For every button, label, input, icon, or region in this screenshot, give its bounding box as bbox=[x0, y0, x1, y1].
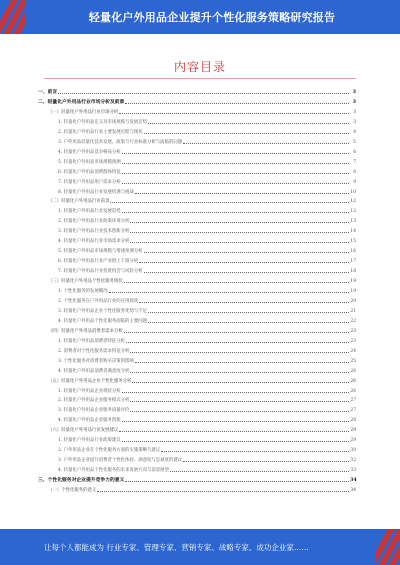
toc-entry-title: （五）轻量化户外用品企业个性化服务分析 bbox=[48, 378, 132, 384]
toc-entry-title: 7. 轻量化户外用品行业投资机会与风险分析 bbox=[58, 269, 143, 275]
toc-entry[interactable] bbox=[58, 305, 356, 314]
toc-title: 内容目录 bbox=[173, 60, 226, 74]
toc-dot-leader bbox=[119, 431, 349, 432]
toc-entry[interactable] bbox=[58, 255, 356, 264]
toc-page-number: 20 bbox=[350, 298, 356, 304]
toc-page-number: 24 bbox=[350, 348, 356, 354]
toc-entry-title: 3. 户外用品企业提升消费者个性化体验、满意度与忠诚度的建议 bbox=[58, 458, 183, 464]
toc-page-number: 16 bbox=[350, 249, 356, 255]
toc-page-number: 13 bbox=[350, 219, 356, 225]
toc-entry[interactable] bbox=[38, 96, 356, 105]
toc-dot-leader bbox=[148, 123, 349, 124]
toc-entry-title: 4. 轻量化户外用品行业市场需求分析 bbox=[58, 239, 130, 245]
toc-entry[interactable] bbox=[58, 265, 356, 274]
toc-page-number: 26 bbox=[350, 368, 356, 374]
toc-entry-title: 4. 轻量化户外用品个性化服务面临的主要问题 bbox=[58, 318, 148, 324]
toc-entry-title: 6. 轻量化户外用品行业产业链上下游分析 bbox=[58, 259, 139, 265]
footer-decoration-stripes bbox=[376, 529, 400, 565]
toc-page-number: 21 bbox=[350, 308, 356, 314]
toc-entry-title: 3. 轻量化户外用品行业技术创新分析 bbox=[58, 229, 130, 235]
toc-entry-title: （二）轻量化户外用品行业前景 bbox=[48, 199, 110, 205]
toc-entry-title: 2. 轻量化户外用品行业主要发展历程与现状 bbox=[58, 129, 143, 135]
toc-dot-leader bbox=[139, 302, 349, 303]
toc-page-number: 23 bbox=[350, 328, 356, 334]
toc-dot-leader bbox=[125, 481, 349, 482]
toc-dot-leader bbox=[122, 163, 349, 164]
toc-page-number: 29 bbox=[350, 438, 356, 444]
toc-dot-leader bbox=[109, 292, 350, 293]
toc-dot-leader bbox=[126, 342, 349, 343]
toc-dot-leader bbox=[97, 491, 349, 492]
toc-dot-leader bbox=[139, 262, 349, 263]
toc-entry-title: （三）轻量化户外用品个性化服务现状 bbox=[48, 279, 123, 285]
toc-entry-title: 3. 轻量化户外用品企业服务质量评价 bbox=[58, 408, 130, 414]
toc-dot-leader bbox=[130, 411, 349, 412]
toc-page-number: 6 bbox=[353, 149, 356, 155]
toc-dot-leader bbox=[124, 282, 349, 283]
toc-entry-title: 1. 轻量化户外用品行业发展趋势 bbox=[58, 209, 121, 215]
toc-entry[interactable] bbox=[58, 245, 356, 254]
page-header bbox=[0, 0, 400, 34]
toc-entry[interactable] bbox=[58, 235, 356, 244]
toc-entry[interactable] bbox=[48, 484, 356, 493]
toc-page-number: 8 bbox=[353, 169, 356, 175]
toc-entry[interactable] bbox=[58, 385, 356, 394]
toc-entry[interactable] bbox=[58, 365, 356, 374]
toc-entry-title: 3. 户外用品轻量化技术发展、政策与行业标准分析与面临的问题 bbox=[58, 139, 183, 145]
toc-page-number: 27 bbox=[350, 408, 356, 414]
toc-entry-title: 1. 轻量化户外用品企业现状分析 bbox=[58, 388, 121, 394]
toc-dot-leader bbox=[135, 362, 349, 363]
toc-entry-title: 2. 户外用品企业在个性化服务方面的实施策略与建议 bbox=[58, 448, 161, 454]
toc-page-number: 3 bbox=[353, 109, 356, 115]
toc-entry-title: 1. 轻量化户外用品定义及市场规模与发展态势 bbox=[58, 119, 148, 125]
toc-dot-leader bbox=[122, 392, 349, 393]
toc-dot-leader bbox=[130, 372, 349, 373]
toc-dot-leader bbox=[110, 202, 349, 203]
toc-page-number: 19 bbox=[350, 289, 356, 294]
toc-dot-leader bbox=[144, 133, 349, 134]
toc-entry[interactable] bbox=[58, 454, 356, 463]
toc-entry[interactable] bbox=[58, 205, 356, 214]
toc-entry-title: 三、个性化服务对企业提升竞争力的意义 bbox=[38, 477, 125, 484]
toc-page-number: 9 bbox=[353, 179, 356, 185]
toc-entry[interactable] bbox=[38, 474, 356, 483]
toc-entry-title: 二、轻量化户外用品行业市场分析及前景 bbox=[38, 98, 125, 105]
toc-page-number: 3 bbox=[352, 89, 356, 95]
toc-entry-title: 2. 轻量化户外用品行业政策环境分析 bbox=[58, 219, 130, 225]
toc-entry-title: 4. 轻量化户外用品个性化服务的未来发展方向与前景展望 bbox=[58, 468, 169, 474]
toc-entry-title: 3. 个性化服务对消费者购买决策的影响 bbox=[58, 358, 134, 364]
toc-entry[interactable] bbox=[58, 116, 356, 125]
toc-page-number: 26 bbox=[350, 388, 356, 394]
toc-dot-leader bbox=[130, 222, 349, 223]
toc-dot-leader bbox=[130, 352, 349, 353]
toc-entry[interactable] bbox=[58, 146, 356, 155]
toc-entry[interactable] bbox=[48, 275, 356, 284]
footer-slogan: 让每个人都能成为 行业专家、管理专家、营销专家、战略专家、成功企业家…… bbox=[44, 543, 309, 552]
toc-dot-leader bbox=[124, 332, 349, 333]
toc-dot-leader bbox=[122, 183, 349, 184]
toc-entry[interactable] bbox=[48, 106, 356, 115]
toc-page-number: 23 bbox=[350, 338, 356, 344]
toc-entry[interactable] bbox=[58, 315, 356, 324]
toc-dot-leader bbox=[148, 322, 349, 323]
toc-dot-leader bbox=[144, 252, 349, 253]
toc-entry-title: 4. 轻量化户外用品企业服务创新 bbox=[58, 418, 121, 424]
toc-dot-leader bbox=[161, 451, 349, 452]
toc-entry[interactable] bbox=[58, 394, 356, 403]
toc-dot-leader bbox=[119, 113, 349, 114]
toc-entry[interactable] bbox=[48, 195, 356, 204]
toc-entry[interactable] bbox=[58, 414, 356, 423]
page-footer bbox=[0, 529, 400, 565]
toc-title-divider bbox=[44, 78, 356, 79]
toc-page-number: 3 bbox=[352, 98, 356, 105]
toc-page-number: 34 bbox=[350, 488, 356, 493]
toc-page-number: 22 bbox=[350, 318, 356, 324]
toc-dot-leader bbox=[122, 212, 349, 213]
toc-entry-title: 6. 轻量化户外用品消费群体特征 bbox=[58, 169, 121, 175]
toc-entry[interactable] bbox=[58, 225, 356, 234]
toc-page-number: 30 bbox=[350, 448, 356, 454]
toc-entry[interactable] bbox=[58, 345, 356, 354]
toc-entry[interactable] bbox=[58, 166, 356, 175]
toc-page-number: 33 bbox=[350, 468, 356, 474]
toc-page-number: 17 bbox=[350, 259, 356, 265]
toc-entry-title: 5. 轻量化户外用品市场规模与增速预测分析 bbox=[58, 249, 143, 255]
toc-dot-leader bbox=[122, 173, 349, 174]
document-title: 轻量化户外用品企业提升个性化服务策略研究报告 bbox=[88, 11, 336, 24]
toc-dot-leader bbox=[144, 272, 349, 273]
toc-entry-title: 1. 轻量化户外用品消费者特征分析 bbox=[58, 338, 126, 344]
toc-entry[interactable] bbox=[58, 444, 356, 453]
toc-entry[interactable] bbox=[58, 355, 356, 364]
toc-entry-title: 1. 个性化服务的发展概况 bbox=[58, 289, 108, 294]
toc-entry[interactable] bbox=[58, 464, 356, 473]
toc-page-number: 26 bbox=[350, 378, 356, 384]
toc-page-number: 4 bbox=[353, 129, 356, 135]
toc-dot-leader bbox=[170, 471, 349, 472]
toc-dot-leader bbox=[122, 421, 349, 422]
toc-page-number: 7 bbox=[353, 159, 356, 165]
toc-page-number: 32 bbox=[350, 458, 356, 464]
toc-dot-leader bbox=[183, 461, 349, 462]
toc-dot-leader bbox=[183, 143, 349, 144]
toc-dot-leader bbox=[130, 232, 349, 233]
toc-entry[interactable] bbox=[48, 375, 356, 384]
toc-page-number: 34 bbox=[350, 477, 357, 484]
toc-entry[interactable] bbox=[48, 325, 356, 334]
toc-entry[interactable] bbox=[58, 295, 356, 304]
toc-entry-title: （一）个性化服务的意义 bbox=[48, 488, 97, 493]
toc-page-number: 10 bbox=[350, 189, 356, 195]
toc-page-number: 12 bbox=[350, 209, 356, 215]
toc-entry-title: 1. 轻量化户外用品行业政策建议 bbox=[58, 438, 121, 444]
toc-entry-title: 2. 个性化服务在户外用品行业的应用现状 bbox=[58, 298, 139, 304]
toc-page-number: 28 bbox=[350, 418, 356, 424]
toc-dot-leader bbox=[125, 103, 349, 104]
toc-page-number: 18 bbox=[350, 269, 356, 275]
toc-page-number: 25 bbox=[350, 358, 356, 364]
toc-dot-leader bbox=[148, 312, 349, 313]
toc-entry-title: 2. 轻量化户外用品企业服务模式分析 bbox=[58, 398, 130, 404]
toc-entry-title: （一）轻量化户外用品行业市场分析 bbox=[48, 109, 119, 115]
toc-page-number: 15 bbox=[350, 239, 356, 245]
toc-page-number: 5 bbox=[353, 139, 356, 145]
toc-entry-title: （六）轻量化户外用品行业发展建议 bbox=[48, 428, 119, 434]
toc-entry-title: 4. 轻量化户外用品竞争格局分析 bbox=[58, 149, 121, 155]
toc-entry[interactable] bbox=[58, 434, 356, 443]
toc-entry-title: 8. 轻量化户外用品行业发展机遇与挑战 bbox=[58, 189, 134, 195]
toc-dot-leader bbox=[135, 193, 349, 194]
toc-dot-leader bbox=[130, 242, 349, 243]
toc-entry-title: 5. 轻量化户外用品市场规模预测 bbox=[58, 159, 121, 165]
toc-entry-title: 一、前言 bbox=[38, 89, 58, 95]
toc-page-number: 19 bbox=[350, 279, 356, 285]
toc-page-number: 12 bbox=[350, 199, 356, 205]
toc-entry[interactable] bbox=[58, 176, 356, 185]
toc-entry[interactable] bbox=[58, 156, 356, 165]
toc-dot-leader bbox=[58, 93, 349, 94]
toc-dot-leader bbox=[130, 401, 349, 402]
toc-entry[interactable] bbox=[58, 215, 356, 224]
toc-entry-title: 3. 轻量化户外用品企业个性化服务优势与不足 bbox=[58, 308, 148, 314]
toc-entry[interactable] bbox=[58, 126, 356, 135]
toc-entry-title: 2. 消费者对个性化服务需求特征分析 bbox=[58, 348, 130, 354]
toc-dot-leader bbox=[122, 441, 349, 442]
toc-page-number: 27 bbox=[350, 398, 356, 404]
toc-entry[interactable] bbox=[58, 285, 356, 294]
toc-page-number: 29 bbox=[350, 428, 356, 434]
header-decoration-stripes bbox=[0, 0, 26, 34]
toc-entry[interactable] bbox=[48, 424, 356, 433]
toc-entry-title: 4. 轻量化户外用品消费者满意度分析 bbox=[58, 368, 130, 374]
toc-page-number: 14 bbox=[350, 229, 356, 235]
toc-page-number: 3 bbox=[353, 119, 356, 125]
toc-entry[interactable] bbox=[58, 186, 356, 195]
toc-dot-leader bbox=[122, 153, 349, 154]
toc-entry[interactable] bbox=[58, 335, 356, 344]
toc-entry[interactable] bbox=[58, 136, 356, 145]
toc-entry-title: 7. 轻量化户外用品用户需求分析 bbox=[58, 179, 121, 185]
toc-dot-leader bbox=[132, 382, 349, 383]
toc-entry-title: （四）轻量化户外用品消费者需求分析 bbox=[48, 328, 123, 334]
toc-entry[interactable] bbox=[38, 86, 356, 95]
toc-entry[interactable] bbox=[58, 404, 356, 413]
